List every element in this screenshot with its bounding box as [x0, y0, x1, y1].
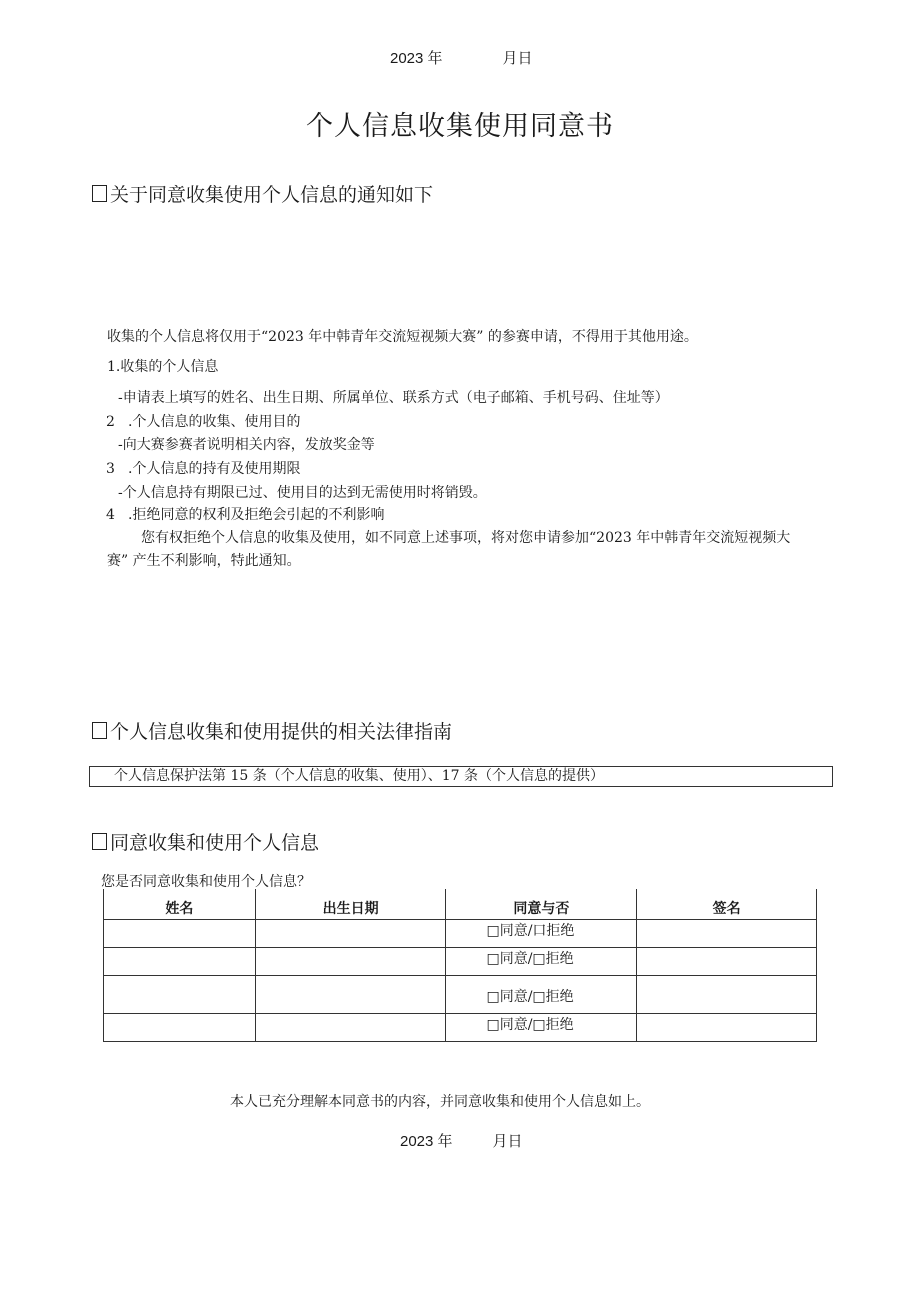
- consent-options-cell[interactable]: □同意/□拒绝: [446, 948, 637, 976]
- item-2-title-text: .个人信息的收集、使用目的: [128, 414, 301, 430]
- consent-question: 您是否同意收集和使用个人信息？: [101, 874, 311, 890]
- top-date-year: 2023 年: [390, 50, 443, 67]
- birth-date-cell[interactable]: [255, 948, 446, 976]
- header-birth-date: 出生日期: [255, 889, 446, 920]
- checkbox-icon: [92, 722, 107, 739]
- item-4-detail-line1: 您有权拒绝个人信息的收集及使用，如不同意上述事项，将对您申请参加“2023 年中韩青年交流短视频大: [141, 530, 791, 546]
- item-4-number: 4: [106, 507, 115, 523]
- name-cell[interactable]: [104, 920, 256, 948]
- item-1-number: 1.: [107, 359, 121, 375]
- section-consent-heading-text: 同意收集和使用个人信息: [110, 832, 320, 854]
- consent-options-cell[interactable]: □同意/□拒绝: [446, 1014, 637, 1042]
- table-header-row: [104, 889, 817, 920]
- item-1-title: [107, 356, 218, 376]
- consent-options-cell[interactable]: □同意/口拒绝: [446, 920, 637, 948]
- item-3-number: 3: [106, 461, 115, 477]
- item-3-title: [106, 458, 300, 478]
- item-3-title-text: .个人信息的持有及使用期限: [128, 461, 301, 477]
- header-consent: 同意与否: [446, 889, 637, 920]
- item-4-detail-line2: 赛” 产生不利影响，特此通知。: [107, 553, 301, 569]
- item-1-detail: -申请表上填写的姓名、出生日期、所属单位、联系方式（电子邮箱、手机号码、住址等）: [118, 390, 669, 406]
- checkbox-icon: [92, 833, 107, 850]
- section-consent-heading: [92, 828, 319, 855]
- bottom-date-year: 2023 年: [400, 1133, 453, 1150]
- birth-date-cell[interactable]: [255, 920, 446, 948]
- item-4-title: [106, 504, 384, 524]
- item-1-title-text: 收集的个人信息: [120, 359, 219, 375]
- top-date: [390, 47, 533, 68]
- section-law-heading-text: 个人信息收集和使用提供的相关法律指南: [110, 721, 453, 743]
- section-notice-heading-text: 关于同意收集使用个人信息的通知如下: [110, 184, 434, 206]
- item-2-title: [106, 411, 300, 431]
- table-row: [104, 948, 817, 976]
- section-notice-heading: [92, 180, 433, 207]
- section-law-heading: [92, 717, 452, 744]
- table-row: [104, 1014, 817, 1042]
- law-reference-text: 个人信息保护法第 15 条（个人信息的收集、使用）、17 条（个人信息的提供）: [114, 768, 604, 784]
- checkbox-icon: [92, 185, 107, 202]
- top-date-month-day: 月日: [502, 50, 533, 67]
- bottom-date-month-day: 月日: [492, 1133, 523, 1150]
- consent-table: [103, 889, 817, 1042]
- table-row: [104, 920, 817, 948]
- law-reference-box: [89, 766, 833, 787]
- signature-cell[interactable]: [637, 1014, 817, 1042]
- document-title: 个人信息收集使用同意书: [306, 111, 614, 142]
- header-signature: 签名: [637, 889, 817, 920]
- item-2-number: 2: [106, 414, 115, 430]
- bottom-date: [400, 1130, 523, 1151]
- name-cell[interactable]: [104, 976, 256, 1014]
- header-name: 姓名: [104, 889, 256, 920]
- signature-cell[interactable]: [637, 920, 817, 948]
- notice-intro: 收集的个人信息将仅用于“2023 年中韩青年交流短视频大赛” 的参赛申请，不得用于其他用途。: [107, 329, 698, 345]
- table-row: [104, 976, 817, 1014]
- birth-date-cell[interactable]: [255, 976, 446, 1014]
- name-cell[interactable]: [104, 1014, 256, 1042]
- birth-date-cell[interactable]: [255, 1014, 446, 1042]
- signature-cell[interactable]: [637, 948, 817, 976]
- item-4-title-text: .拒绝同意的权利及拒绝会引起的不利影响: [128, 507, 385, 523]
- consent-options-cell[interactable]: □同意/□拒绝: [446, 976, 637, 1014]
- name-cell[interactable]: [104, 948, 256, 976]
- footer-statement: 本人已充分理解本同意书的内容，并同意收集和使用个人信息如上。: [230, 1094, 650, 1110]
- signature-cell[interactable]: [637, 976, 817, 1014]
- item-2-detail: -向大赛参赛者说明相关内容，发放奖金等: [118, 437, 375, 453]
- item-3-detail: -个人信息持有期限已过、使用目的达到无需使用时将销毁。: [118, 485, 487, 501]
